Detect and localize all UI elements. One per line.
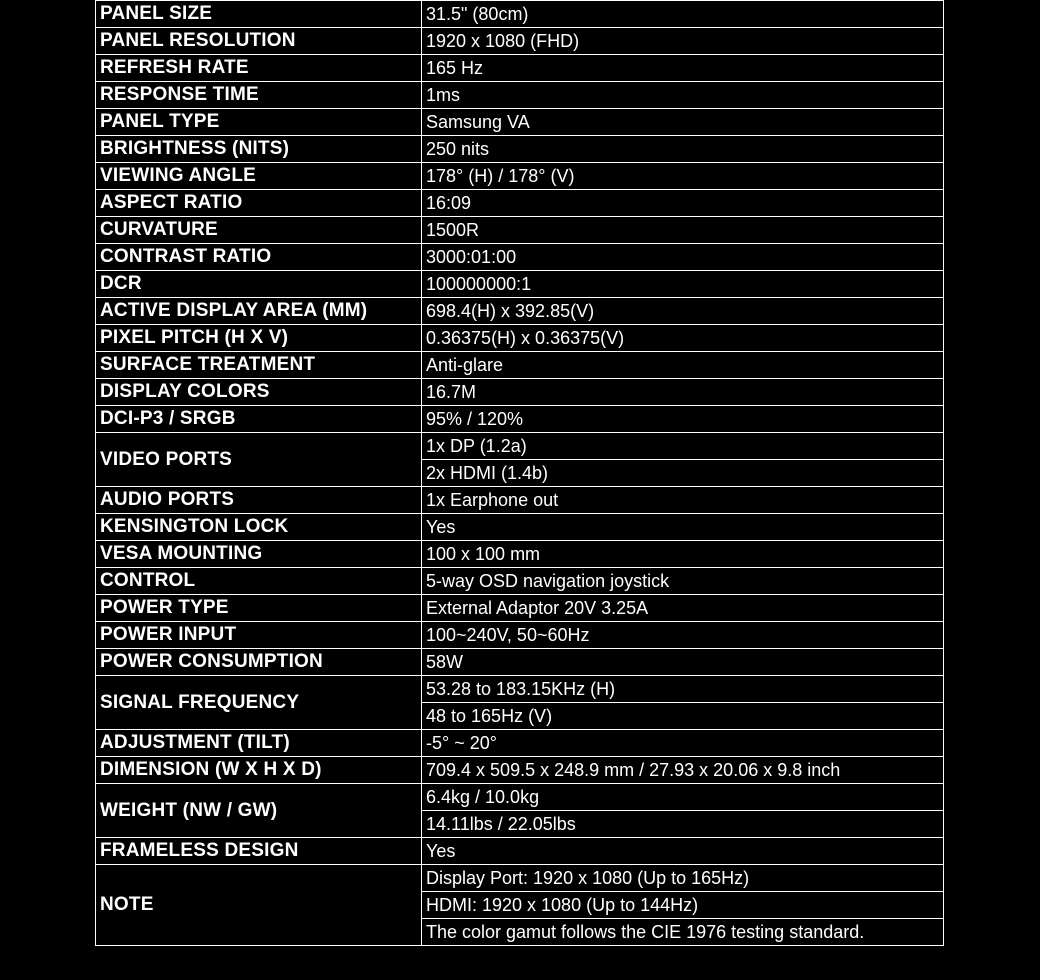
spec-row-pixel-pitch-h-x-v [96, 325, 944, 352]
spec-value: 58W [422, 649, 944, 676]
spec-label: REFRESH RATE [96, 55, 422, 82]
spec-row-refresh-rate [96, 55, 944, 82]
spec-row-vesa-mounting [96, 541, 944, 568]
spec-row-active-display-area-mm [96, 298, 944, 325]
spec-value: 2x HDMI (1.4b) [422, 460, 944, 487]
spec-value: Samsung VA [422, 109, 944, 136]
spec-value: 178° (H) / 178° (V) [422, 163, 944, 190]
spec-label: PANEL TYPE [96, 109, 422, 136]
spec-value: 165 Hz [422, 55, 944, 82]
spec-value: The color gamut follows the CIE 1976 testing standard. [422, 919, 944, 946]
spec-label: PIXEL PITCH (H X V) [96, 325, 422, 352]
spec-value: 1ms [422, 82, 944, 109]
spec-label: CURVATURE [96, 217, 422, 244]
spec-label: DCI-P3 / SRGB [96, 406, 422, 433]
spec-label: DCR [96, 271, 422, 298]
spec-row-frameless-design [96, 838, 944, 865]
spec-row-response-time [96, 82, 944, 109]
spec-label: NOTE [96, 865, 422, 946]
spec-value: 698.4(H) x 392.85(V) [422, 298, 944, 325]
spec-row-adjustment-tilt [96, 730, 944, 757]
spec-row-dimension-w-x-h-x-d [96, 757, 944, 784]
spec-row-signal-frequency [96, 676, 944, 703]
spec-label: BRIGHTNESS (NITS) [96, 136, 422, 163]
spec-row-panel-size [96, 1, 944, 28]
spec-value: Display Port: 1920 x 1080 (Up to 165Hz) [422, 865, 944, 892]
spec-row-weight-nw-gw [96, 784, 944, 811]
spec-label: POWER TYPE [96, 595, 422, 622]
spec-label: ADJUSTMENT (TILT) [96, 730, 422, 757]
spec-label: KENSINGTON LOCK [96, 514, 422, 541]
spec-row-power-input [96, 622, 944, 649]
spec-row-display-colors [96, 379, 944, 406]
spec-value: Yes [422, 514, 944, 541]
spec-label: SIGNAL FREQUENCY [96, 676, 422, 730]
spec-row-audio-ports [96, 487, 944, 514]
spec-label: POWER INPUT [96, 622, 422, 649]
spec-value: 95% / 120% [422, 406, 944, 433]
spec-row-brightness-nits [96, 136, 944, 163]
spec-label: AUDIO PORTS [96, 487, 422, 514]
spec-row-power-type [96, 595, 944, 622]
spec-label: POWER CONSUMPTION [96, 649, 422, 676]
spec-value: 1x DP (1.2a) [422, 433, 944, 460]
spec-value: 100 x 100 mm [422, 541, 944, 568]
spec-label: PANEL SIZE [96, 1, 422, 28]
spec-row-curvature [96, 217, 944, 244]
spec-value: -5° ~ 20° [422, 730, 944, 757]
spec-value: Anti-glare [422, 352, 944, 379]
spec-value: 31.5" (80cm) [422, 1, 944, 28]
spec-label: WEIGHT (NW / GW) [96, 784, 422, 838]
spec-row-dcr [96, 271, 944, 298]
spec-value: 1x Earphone out [422, 487, 944, 514]
spec-value: 100000000:1 [422, 271, 944, 298]
spec-row-control [96, 568, 944, 595]
spec-row-contrast-ratio [96, 244, 944, 271]
spec-value: 6.4kg / 10.0kg [422, 784, 944, 811]
spec-row-note [96, 865, 944, 892]
spec-value: 14.11lbs / 22.05lbs [422, 811, 944, 838]
spec-label: VESA MOUNTING [96, 541, 422, 568]
spec-label: ACTIVE DISPLAY AREA (MM) [96, 298, 422, 325]
spec-value: 1920 x 1080 (FHD) [422, 28, 944, 55]
spec-label: RESPONSE TIME [96, 82, 422, 109]
spec-table [95, 0, 944, 946]
spec-label: DISPLAY COLORS [96, 379, 422, 406]
spec-row-kensington-lock [96, 514, 944, 541]
spec-row-viewing-angle [96, 163, 944, 190]
spec-value: 1500R [422, 217, 944, 244]
spec-row-aspect-ratio [96, 190, 944, 217]
spec-label: ASPECT RATIO [96, 190, 422, 217]
spec-row-video-ports [96, 433, 944, 460]
spec-label: SURFACE TREATMENT [96, 352, 422, 379]
spec-value: Yes [422, 838, 944, 865]
spec-label: VIDEO PORTS [96, 433, 422, 487]
spec-label: DIMENSION (W X H X D) [96, 757, 422, 784]
spec-label: FRAMELESS DESIGN [96, 838, 422, 865]
spec-label: CONTRAST RATIO [96, 244, 422, 271]
spec-row-power-consumption [96, 649, 944, 676]
spec-row-panel-type [96, 109, 944, 136]
spec-value: 5-way OSD navigation joystick [422, 568, 944, 595]
spec-row-dci-p3-srgb [96, 406, 944, 433]
spec-value: 0.36375(H) x 0.36375(V) [422, 325, 944, 352]
spec-value: HDMI: 1920 x 1080 (Up to 144Hz) [422, 892, 944, 919]
spec-value: 250 nits [422, 136, 944, 163]
spec-value: External Adaptor 20V 3.25A [422, 595, 944, 622]
spec-value: 16:09 [422, 190, 944, 217]
spec-value: 709.4 x 509.5 x 248.9 mm / 27.93 x 20.06 x 9.8 inch [422, 757, 944, 784]
spec-value: 3000:01:00 [422, 244, 944, 271]
spec-label: CONTROL [96, 568, 422, 595]
spec-label: PANEL RESOLUTION [96, 28, 422, 55]
spec-row-panel-resolution [96, 28, 944, 55]
spec-row-surface-treatment [96, 352, 944, 379]
spec-value: 53.28 to 183.15KHz (H) [422, 676, 944, 703]
spec-label: VIEWING ANGLE [96, 163, 422, 190]
spec-value: 100~240V, 50~60Hz [422, 622, 944, 649]
spec-value: 48 to 165Hz (V) [422, 703, 944, 730]
spec-value: 16.7M [422, 379, 944, 406]
spec-table-body [96, 1, 944, 946]
